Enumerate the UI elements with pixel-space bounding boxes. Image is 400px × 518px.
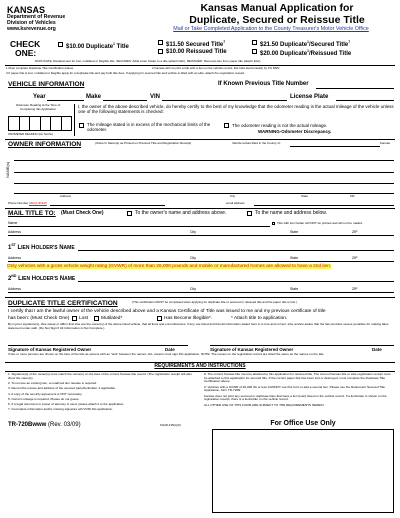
owner-city-label: City	[230, 194, 236, 198]
divider	[5, 297, 395, 298]
lien2-name-field[interactable]	[78, 281, 394, 282]
office-use-label: For Office Use Only	[270, 420, 336, 427]
ksa-reference: KSA8-135(c)(6)	[160, 423, 181, 427]
mail-address-field[interactable]	[8, 235, 394, 236]
lien2-state-label: State	[290, 287, 299, 291]
fee-secured-checkbox[interactable]	[158, 40, 163, 45]
lien1-state-label: State	[290, 256, 299, 260]
fee-dup-reissued-checkbox[interactable]	[252, 49, 257, 54]
penalty-statement: By my/our signature(s), I/we swear or affirm that I/we are the owner(s) of the above listed vehicle, that all liens and encumbrances, if any, are listed and that all information stated here in is true and correct. I/we am/are aware that the law provides severe penalties for making false statement under oath. (Do Not Sign If All Information is Not Complete.)	[8, 322, 389, 330]
form-subtitle: Mail or Take Completed Application to the County Treasurer's Motor Vehicle Office	[173, 26, 369, 32]
illegible-checkbox[interactable]	[157, 316, 162, 321]
mail-city-label: City	[190, 230, 197, 234]
fee-dup-secured-label: $21.50 Duplicate$^1$/Secured Title$^7$	[260, 40, 351, 48]
odometer-warning: WARNING-Odometer Discrepancy.	[258, 129, 332, 134]
dept-name: Department of Revenue	[7, 14, 66, 20]
mail-zip-label: ZIP	[352, 230, 358, 234]
owner-info-heading: OWNER INFORMATION	[8, 141, 82, 148]
requirement-item: 6. If a legal document or power of attorney is used, please attach it to the application.	[8, 402, 125, 407]
requirements-left-list	[8, 373, 198, 414]
requirement-item: 5. Current mileage is required. Please do not guess.	[8, 396, 80, 401]
mail-to-below-label: To the name and address below.	[255, 210, 327, 216]
dup-cert-heading: DUPLICATE TITLE CERTIFICATION	[8, 300, 118, 307]
phone-field[interactable]	[50, 205, 165, 206]
owner-odometer-statement: I, the owner of the above described vehicle, do hereby certify to the best of my knowledge that the odometer reading is the actual mileage of the vehicle unless one of the following statements is checked:	[78, 104, 394, 115]
lien1-address-label: Address	[8, 256, 21, 260]
fee-dup-reissued-label: $20.00 Duplicate$^1$/Reissued Title	[260, 49, 352, 57]
fee-duplicate-checkbox[interactable]	[58, 42, 63, 47]
requirement-item: 8. The current Kansas title must be attached to this application for reissued title. The current Kansas title or elite registration receipt must be attached to this application for secured title. If the current paper title has been lost or destroyed, must complete the Duplicate Title Certification above.	[204, 372, 391, 384]
divider	[5, 139, 395, 140]
requirement-item: 7. Incomplete information and/or missing signature will VOID this application.	[8, 407, 114, 412]
lien2-heading: 2ND LIEN HOLDER'S NAME	[8, 274, 76, 282]
form-number: TR-720Bwww (Rev. 03/09)	[8, 422, 81, 428]
second-lien-note: Only vehicles with a gross vehicle weight rating (GVWR) of more than 26,000 pounds and mobile or manufactured homes are allowed to have a 2nd lien.	[7, 264, 332, 269]
mutilated-label: Mutilated*	[101, 316, 123, 321]
lien-not-printed-note: Title with lien holder will NOT be printed and will not be mailed.	[277, 221, 363, 225]
mail-name-label: Name	[8, 221, 18, 225]
division-name: Division of Vehicles	[7, 20, 56, 26]
owner-info-sub: (Owner's Name(s) as Printed on Previous Title and Registration Receipt)	[95, 141, 192, 145]
owner-address-field[interactable]	[14, 193, 394, 194]
make-label: Make	[86, 94, 102, 100]
lien-not-printed-checkbox[interactable]	[272, 222, 275, 225]
date-1-label: Date	[165, 347, 175, 352]
names-side-label: NAME(s)	[5, 161, 10, 178]
illegible-label: Has Become Illegible*.	[164, 316, 213, 321]
mail-state-label: State	[290, 230, 299, 234]
mail-to-owner-label: To the owner's name and address above.	[135, 210, 227, 216]
mail-address-label: Address	[8, 230, 21, 234]
fee-dup-secured-checkbox[interactable]	[252, 40, 257, 45]
lost-label: Lost	[79, 316, 89, 321]
prev-title-label: If Known Previous Title Number	[218, 81, 309, 87]
owner-name-field-3[interactable]	[14, 183, 394, 184]
odometer-input[interactable]	[8, 116, 72, 131]
requirement-item: 2. To remove an existing lien, a notarized lien release is required.	[8, 381, 98, 385]
excess-mileage-label: The mileage stated is in excess of the mechanical limits of the odometer.	[87, 122, 211, 133]
attach-title-note: * Attach title to application.	[231, 316, 288, 321]
lien1-zip-label: ZIP	[352, 256, 358, 260]
form-title-line2: Duplicate, Secured or Reissue Title	[189, 14, 365, 26]
vin-label: VIN	[150, 94, 161, 100]
odometer-box-label: Odometer Reading at the Time of Completing this Application	[15, 103, 61, 111]
dup-cert-text-2: has been: (Must Check One)	[8, 316, 70, 321]
note-2: 2 Kansas will not print a title with a lien on the vehicle record; title held electronically by KS DMV.	[152, 66, 280, 70]
owner-state-label: State	[301, 194, 309, 198]
mail-name-field[interactable]	[8, 226, 270, 227]
requirement-item: 3. Record the names and address of the secured party/lienholder, if applicable.	[8, 386, 116, 391]
signature-2-label: Signature of Kansas Registered Owner	[210, 347, 294, 352]
mail-check-one: (Must Check One)	[61, 210, 104, 216]
requirement-item: Kansas does not print any secured or duplicate titles that have a lien (loan) listed on the vehicle record. If a lienholder is shown on the registration receipt, there is a lienholder on the vehicle record.	[204, 393, 387, 402]
year-label: Year	[33, 94, 46, 100]
lien1-heading: 1ST LIEN HOLDER'S NAME	[8, 243, 75, 251]
mail-to-below-checkbox[interactable]	[247, 211, 252, 216]
date-2-label: Date	[372, 347, 382, 352]
odometer-no-tenths-label: ODOMETER READING (No Tenths)	[8, 132, 53, 136]
owner-address-label: Address	[60, 194, 72, 198]
check-one-label-2: ONE:	[15, 48, 37, 58]
requirement-item: 4. A copy of the security agreement is NOT necessary.	[8, 391, 83, 396]
note-3: 3 If paper title is lost, mutilated or illegible apply for a duplicate title and pay both title fees. If applying for secured title and vehicle is titled with an elite, attach the registration receipt.	[6, 71, 245, 75]
dup-cert-text-1: I certify that I am the lawful owner of the vehicle described above and a Kansas Certificate of Title was issued to me and my previous certificate of title	[8, 309, 326, 314]
fee-reissued-label: $10.00 Reissued Title	[166, 49, 227, 55]
county-kansas: Kansas	[380, 141, 391, 145]
owner-signature-field-1[interactable]	[8, 345, 188, 346]
form-title-line1: Kansas Manual Application for	[200, 2, 354, 14]
definitions-text: DUPLICATE: Replacement for lost, mutilated or illegible title. SECURED: Adds a lien holder to a title (attach title²). REISSUED: Removes lien from paper title (attach title²).	[35, 59, 262, 63]
lien2-address-label: Address	[8, 287, 21, 291]
fee-duplicate-label: $10.00 Duplicate$^1$ Title	[66, 42, 129, 50]
check-one-label: CHECK	[10, 39, 41, 49]
email-field[interactable]	[254, 205, 394, 206]
signature-1-label: Signature of Kansas Registered Owner	[8, 347, 92, 352]
signature-note: If two or more persons are shown on the face of the title as owners with an "and" between the names, ALL owners must sign this application. NOTE: The names on the registration record are listed the same as the names on the title.	[8, 352, 325, 356]
fee-reissued-checkbox[interactable]	[158, 49, 163, 54]
lien1-address-field[interactable]	[8, 261, 394, 262]
lost-checkbox[interactable]	[72, 316, 77, 321]
divider	[5, 208, 395, 209]
lien2-zip-label: ZIP	[352, 287, 358, 291]
requirement-item: 1. Signature(s) of the owner(s) must match the name(s) on the face of the current Kansas title record. (The registration receipt will also show the name(s).	[8, 372, 192, 380]
lien1-city-label: City	[190, 256, 197, 260]
county-field[interactable]	[290, 146, 380, 147]
excess-mileage-checkbox[interactable]	[79, 123, 84, 128]
prev-title-field[interactable]	[316, 88, 394, 89]
not-actual-checkbox[interactable]	[224, 123, 229, 128]
fee-secured-label: $11.50 Secured Title$^7$	[166, 40, 226, 48]
county-label: Vehicle is/was titled in the County of:	[232, 141, 281, 145]
requirement-item: ALL OTHER USE OF THIS FORM ARE SUBJECT TO THE REQUIREMENTS HEREIN.	[204, 402, 325, 407]
state-name: KANSAS	[7, 5, 46, 15]
odometer-divider	[74, 104, 75, 136]
owner-signature-field-2[interactable]	[210, 345, 394, 346]
dup-cert-sub: (This certification MUST be completed when applying for duplicate title or secured or reissued title and the paper title is lost.)	[132, 300, 297, 304]
website: www.ksrevenue.org	[7, 26, 56, 32]
mail-to-owner-checkbox[interactable]	[127, 211, 132, 216]
plate-label: License Plate	[290, 94, 329, 100]
email-label: email address	[226, 201, 245, 205]
phone-label: Phone Number (REQUIRED)	[8, 201, 47, 205]
vin-field[interactable]	[162, 100, 287, 101]
lien2-city-label: City	[190, 287, 197, 291]
requirements-right-list	[204, 373, 394, 409]
plate-field[interactable]	[336, 100, 394, 101]
owner-zip-label: ZIP	[350, 194, 355, 198]
make-field[interactable]	[103, 100, 147, 101]
requirements-heading: REQUIREMENTS AND INSTRUCTIONS	[154, 363, 246, 369]
mail-title-heading: MAIL TITLE TO:	[8, 210, 56, 217]
vehicle-info-heading: VEHICLE INFORMATION	[8, 81, 85, 88]
mutilated-checkbox[interactable]	[94, 316, 99, 321]
owner-name-field-2[interactable]	[14, 172, 394, 173]
not-actual-label: The odometer reading is not the actual mileage.	[232, 123, 328, 128]
owner-name-field-1[interactable]	[14, 160, 394, 161]
year-field[interactable]	[47, 100, 84, 101]
requirement-item: 9. Vehicles with a GVWR of 26,000 lbs or less CANNOT use this form to add a second lien. Please use the Retirement Secured Title Application, form TR-720R.	[204, 384, 386, 393]
office-use-box	[212, 429, 394, 513]
lien2-address-field[interactable]	[8, 292, 394, 293]
note-1: 1 Must complete Duplicate Title Certification below.	[6, 66, 74, 70]
lien1-name-field[interactable]	[78, 250, 394, 251]
